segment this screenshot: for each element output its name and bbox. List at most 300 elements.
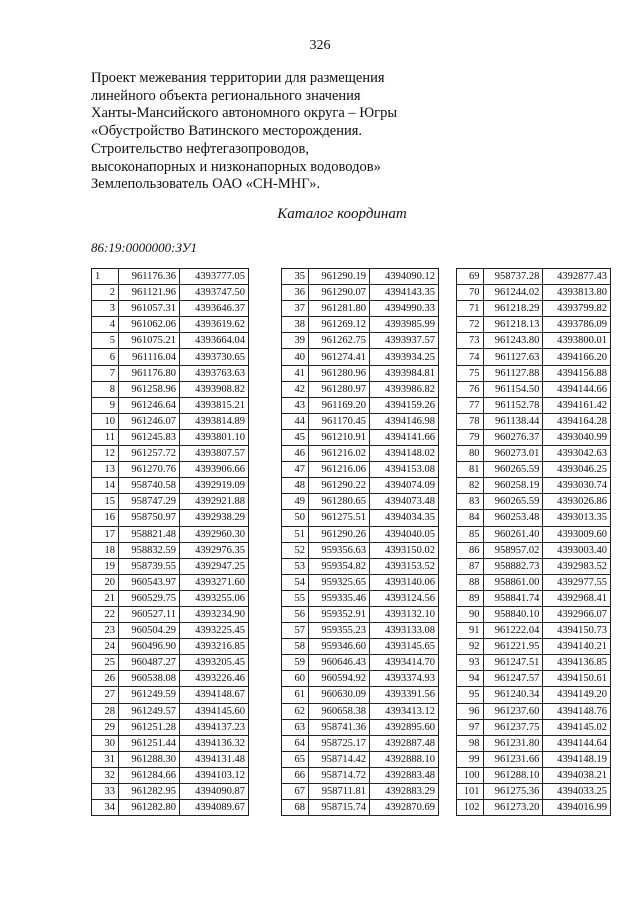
coord-x: 961275.36 <box>483 784 543 800</box>
point-number: 51 <box>282 526 309 542</box>
table-row <box>282 639 439 655</box>
coord-y: 4394161.42 <box>543 397 611 413</box>
point-number: 10 <box>92 413 119 429</box>
coord-x: 961127.63 <box>483 349 543 365</box>
table-row <box>457 462 611 478</box>
table-row <box>92 397 249 413</box>
point-number: 58 <box>282 639 309 655</box>
coord-x: 961210.91 <box>309 429 370 445</box>
coord-y: 4394141.66 <box>370 429 439 445</box>
table-row <box>282 397 439 413</box>
coord-x: 961282.95 <box>119 784 180 800</box>
coord-x: 958711.81 <box>309 784 370 800</box>
point-number: 70 <box>457 285 484 301</box>
coord-y: 4394074.09 <box>370 478 439 494</box>
point-number: 31 <box>92 751 119 767</box>
coord-x: 961273.20 <box>483 800 543 816</box>
table-row <box>282 719 439 735</box>
coord-y: 4393042.63 <box>543 446 611 462</box>
coord-y: 4393985.99 <box>370 317 439 333</box>
table-row <box>92 365 249 381</box>
coord-x: 961057.31 <box>119 301 180 317</box>
coord-x: 961237.60 <box>483 703 543 719</box>
table-row <box>282 590 439 606</box>
coord-x: 958882.73 <box>483 558 543 574</box>
coord-y: 4394089.67 <box>180 800 249 816</box>
table-row <box>92 349 249 365</box>
coord-x: 960527.11 <box>119 606 180 622</box>
coord-y: 4392938.29 <box>180 510 249 526</box>
coord-x: 958725.17 <box>309 735 370 751</box>
coord-x: 959354.82 <box>309 558 370 574</box>
table-row <box>457 800 611 816</box>
coord-x: 958739.55 <box>119 558 180 574</box>
coord-y: 4394148.67 <box>180 687 249 703</box>
coord-y: 4392966.07 <box>543 606 611 622</box>
coord-x: 960594.92 <box>309 671 370 687</box>
coord-x: 958957.02 <box>483 542 543 558</box>
point-number: 4 <box>92 317 119 333</box>
table-row <box>457 719 611 735</box>
coord-x: 961244.02 <box>483 285 543 301</box>
coord-x: 961280.96 <box>309 365 370 381</box>
coord-x: 960265.59 <box>483 462 543 478</box>
table-row <box>457 365 611 381</box>
coord-y: 4394990.33 <box>370 301 439 317</box>
coord-x: 960265.59 <box>483 494 543 510</box>
coord-x: 960273.01 <box>483 446 543 462</box>
coord-x: 961280.65 <box>309 494 370 510</box>
coord-x: 961240.34 <box>483 687 543 703</box>
point-number: 23 <box>92 623 119 639</box>
table-row <box>457 269 611 285</box>
coord-y: 4394038.21 <box>543 767 611 783</box>
coord-x: 960504.29 <box>119 623 180 639</box>
coord-y: 4394145.02 <box>543 719 611 735</box>
coord-y: 4393030.74 <box>543 478 611 494</box>
point-number: 100 <box>457 767 484 783</box>
title-line: Проект межевания территории для размещения <box>91 70 385 86</box>
coord-y: 4394016.99 <box>543 800 611 816</box>
point-number: 91 <box>457 623 484 639</box>
coord-x: 959335.46 <box>309 590 370 606</box>
point-number: 18 <box>92 542 119 558</box>
point-number: 74 <box>457 349 484 365</box>
point-number: 28 <box>92 703 119 719</box>
point-number: 90 <box>457 606 484 622</box>
coord-x: 961282.80 <box>119 800 180 816</box>
point-number: 59 <box>282 655 309 671</box>
table-row <box>92 574 249 590</box>
point-number: 63 <box>282 719 309 735</box>
coord-y: 4394148.19 <box>543 751 611 767</box>
point-number: 11 <box>92 429 119 445</box>
table-row <box>282 542 439 558</box>
coord-x: 961288.10 <box>483 767 543 783</box>
point-number: 12 <box>92 446 119 462</box>
coord-x: 961281.80 <box>309 301 370 317</box>
point-number: 34 <box>92 800 119 816</box>
coord-y: 4394145.60 <box>180 703 249 719</box>
table-row <box>457 429 611 445</box>
table-row <box>457 639 611 655</box>
coord-y: 4394148.76 <box>543 703 611 719</box>
coord-y: 4394166.20 <box>543 349 611 365</box>
coord-x: 961231.66 <box>483 751 543 767</box>
point-number: 7 <box>92 365 119 381</box>
coord-x: 961247.51 <box>483 655 543 671</box>
table-row <box>92 285 249 301</box>
point-number: 81 <box>457 462 484 478</box>
table-row <box>457 381 611 397</box>
point-number: 30 <box>92 735 119 751</box>
coord-y: 4393391.56 <box>370 687 439 703</box>
table-row <box>282 703 439 719</box>
table-row <box>282 574 439 590</box>
point-number: 68 <box>282 800 309 816</box>
coord-y: 4392983.52 <box>543 558 611 574</box>
coord-y: 4394136.85 <box>543 655 611 671</box>
coord-x: 961275.51 <box>309 510 370 526</box>
coord-y: 4394143.35 <box>370 285 439 301</box>
coord-y: 4394090.87 <box>180 784 249 800</box>
coord-x: 958840.10 <box>483 606 543 622</box>
point-number: 8 <box>92 381 119 397</box>
table-row <box>457 542 611 558</box>
coord-y: 4393777.05 <box>180 269 249 285</box>
table-row <box>92 558 249 574</box>
point-number: 98 <box>457 735 484 751</box>
coord-y: 4394103.12 <box>180 767 249 783</box>
coord-y: 4393984.81 <box>370 365 439 381</box>
point-number: 29 <box>92 719 119 735</box>
coord-x: 961216.02 <box>309 446 370 462</box>
coord-y: 4392877.43 <box>543 269 611 285</box>
coord-x: 961116.04 <box>119 349 180 365</box>
point-number: 52 <box>282 542 309 558</box>
coord-x: 961176.36 <box>119 269 180 285</box>
point-number: 6 <box>92 349 119 365</box>
table-row <box>282 623 439 639</box>
table-row <box>92 429 249 445</box>
coord-x: 959325.65 <box>309 574 370 590</box>
table-row <box>457 510 611 526</box>
coord-y: 4393153.52 <box>370 558 439 574</box>
coord-x: 961222.04 <box>483 623 543 639</box>
coord-x: 961218.29 <box>483 301 543 317</box>
table-row <box>92 687 249 703</box>
table-row <box>282 269 439 285</box>
coordinate-table-3 <box>456 268 611 816</box>
table-row <box>457 446 611 462</box>
table-row <box>92 784 249 800</box>
coordinate-table-1 <box>91 268 249 816</box>
coord-y: 4394040.05 <box>370 526 439 542</box>
coord-y: 4394159.26 <box>370 397 439 413</box>
coord-x: 958714.42 <box>309 751 370 767</box>
coord-y: 4394146.98 <box>370 413 439 429</box>
table-row <box>282 413 439 429</box>
coord-x: 958750.97 <box>119 510 180 526</box>
coord-x: 961176.80 <box>119 365 180 381</box>
table-row <box>92 623 249 639</box>
coord-x: 961221.95 <box>483 639 543 655</box>
coord-y: 4393216.85 <box>180 639 249 655</box>
point-number: 69 <box>457 269 484 285</box>
point-number: 5 <box>92 333 119 349</box>
coord-x: 961075.21 <box>119 333 180 349</box>
coord-y: 4392888.10 <box>370 751 439 767</box>
point-number: 85 <box>457 526 484 542</box>
table-row <box>92 478 249 494</box>
table-row <box>457 606 611 622</box>
coord-y: 4392919.09 <box>180 478 249 494</box>
point-number: 37 <box>282 301 309 317</box>
coord-x: 961231.80 <box>483 735 543 751</box>
coordinate-table-2 <box>281 268 439 816</box>
coord-x: 961127.88 <box>483 365 543 381</box>
coord-y: 4393747.50 <box>180 285 249 301</box>
table-row <box>457 590 611 606</box>
coord-x: 961246.07 <box>119 413 180 429</box>
point-number: 39 <box>282 333 309 349</box>
coord-y: 4393150.02 <box>370 542 439 558</box>
table-row <box>282 751 439 767</box>
table-row <box>282 333 439 349</box>
point-number: 92 <box>457 639 484 655</box>
point-number: 41 <box>282 365 309 381</box>
coord-y: 4393730.65 <box>180 349 249 365</box>
title-line: линейного объекта регионального значения <box>91 87 361 104</box>
coord-x: 961246.64 <box>119 397 180 413</box>
table-row <box>92 767 249 783</box>
table-row <box>457 285 611 301</box>
coord-y: 4394140.21 <box>543 639 611 655</box>
table-row <box>282 478 439 494</box>
coord-x: 959352.91 <box>309 606 370 622</box>
coord-x: 960276.37 <box>483 429 543 445</box>
point-number: 54 <box>282 574 309 590</box>
point-number: 83 <box>457 494 484 510</box>
coord-x: 960538.08 <box>119 671 180 687</box>
table-row <box>457 751 611 767</box>
table-row <box>457 687 611 703</box>
table-row <box>457 413 611 429</box>
coord-y: 4393255.06 <box>180 590 249 606</box>
table-row <box>92 413 249 429</box>
point-number: 42 <box>282 381 309 397</box>
point-number: 80 <box>457 446 484 462</box>
point-number: 22 <box>92 606 119 622</box>
point-number: 96 <box>457 703 484 719</box>
point-number: 87 <box>457 558 484 574</box>
coord-x: 960253.48 <box>483 510 543 526</box>
table-row <box>92 655 249 671</box>
document-title <box>91 70 531 194</box>
table-row <box>457 784 611 800</box>
coord-x: 961169.20 <box>309 397 370 413</box>
coord-x: 961258.96 <box>119 381 180 397</box>
point-number: 16 <box>92 510 119 526</box>
coord-y: 4393132.10 <box>370 606 439 622</box>
coord-y: 4392968.41 <box>543 590 611 606</box>
coord-y: 4393124.56 <box>370 590 439 606</box>
table-row <box>282 285 439 301</box>
coord-x: 961218.13 <box>483 317 543 333</box>
point-number: 86 <box>457 542 484 558</box>
table-row <box>92 606 249 622</box>
point-number: 49 <box>282 494 309 510</box>
table-row <box>282 510 439 526</box>
point-number: 61 <box>282 687 309 703</box>
point-number: 73 <box>457 333 484 349</box>
point-number: 21 <box>92 590 119 606</box>
point-number: 78 <box>457 413 484 429</box>
coord-x: 961237.75 <box>483 719 543 735</box>
point-number: 48 <box>282 478 309 494</box>
coord-y: 4393986.82 <box>370 381 439 397</box>
point-number: 50 <box>282 510 309 526</box>
coord-y: 4394137.23 <box>180 719 249 735</box>
coord-y: 4393814.89 <box>180 413 249 429</box>
table-row <box>92 590 249 606</box>
coord-y: 4394149.20 <box>543 687 611 703</box>
point-number: 71 <box>457 301 484 317</box>
point-number: 17 <box>92 526 119 542</box>
coord-y: 4393026.86 <box>543 494 611 510</box>
table-row <box>92 542 249 558</box>
coord-y: 4393140.06 <box>370 574 439 590</box>
point-number: 1 <box>92 269 119 285</box>
point-number: 75 <box>457 365 484 381</box>
coord-x: 958741.36 <box>309 719 370 735</box>
coord-x: 960496.90 <box>119 639 180 655</box>
table-row <box>457 623 611 639</box>
table-row <box>92 671 249 687</box>
coord-x: 958737.28 <box>483 269 543 285</box>
table-row <box>457 494 611 510</box>
table-row <box>457 317 611 333</box>
coord-y: 4394153.08 <box>370 462 439 478</box>
coord-x: 961243.80 <box>483 333 543 349</box>
table-row <box>282 365 439 381</box>
coord-x: 958821.48 <box>119 526 180 542</box>
table-row <box>457 478 611 494</box>
coord-x: 958747.29 <box>119 494 180 510</box>
point-number: 56 <box>282 606 309 622</box>
point-number: 88 <box>457 574 484 590</box>
point-number: 19 <box>92 558 119 574</box>
coord-y: 4393763.63 <box>180 365 249 381</box>
coord-y: 4392976.35 <box>180 542 249 558</box>
coord-y: 4393271.60 <box>180 574 249 590</box>
catalog-heading: Каталог координат <box>277 206 407 222</box>
coord-y: 4393934.25 <box>370 349 439 365</box>
point-number: 13 <box>92 462 119 478</box>
coord-y: 4393619.62 <box>180 317 249 333</box>
coord-y: 4393234.90 <box>180 606 249 622</box>
coord-x: 961290.19 <box>309 269 370 285</box>
coord-y: 4392883.48 <box>370 767 439 783</box>
coord-x: 958715.74 <box>309 800 370 816</box>
coord-y: 4393937.57 <box>370 333 439 349</box>
table-row <box>457 671 611 687</box>
coord-x: 958740.58 <box>119 478 180 494</box>
table-row <box>282 767 439 783</box>
point-number: 77 <box>457 397 484 413</box>
coord-x: 958714.72 <box>309 767 370 783</box>
point-number: 32 <box>92 767 119 783</box>
coord-y: 4394148.02 <box>370 446 439 462</box>
coord-y: 4393133.08 <box>370 623 439 639</box>
table-row <box>282 317 439 333</box>
point-number: 3 <box>92 301 119 317</box>
coord-x: 959356.63 <box>309 542 370 558</box>
point-number: 24 <box>92 639 119 655</box>
point-number: 44 <box>282 413 309 429</box>
coord-y: 4394144.66 <box>543 381 611 397</box>
coord-x: 960543.97 <box>119 574 180 590</box>
coord-y: 4394034.35 <box>370 510 439 526</box>
coord-y: 4392895.60 <box>370 719 439 735</box>
table-row <box>282 446 439 462</box>
table-row <box>92 751 249 767</box>
table-row <box>92 703 249 719</box>
coord-y: 4394073.48 <box>370 494 439 510</box>
table-row <box>282 687 439 703</box>
table-row <box>282 526 439 542</box>
coord-x: 961262.75 <box>309 333 370 349</box>
table-row <box>457 703 611 719</box>
coord-y: 4393003.40 <box>543 542 611 558</box>
point-number: 72 <box>457 317 484 333</box>
coord-y: 4394156.88 <box>543 365 611 381</box>
coord-x: 961284.66 <box>119 767 180 783</box>
coord-y: 4392870.69 <box>370 800 439 816</box>
table-row <box>282 462 439 478</box>
table-row <box>92 526 249 542</box>
point-number: 9 <box>92 397 119 413</box>
coord-y: 4394150.73 <box>543 623 611 639</box>
table-row <box>92 639 249 655</box>
coord-y: 4393801.10 <box>180 429 249 445</box>
point-number: 64 <box>282 735 309 751</box>
table-row <box>282 381 439 397</box>
point-number: 93 <box>457 655 484 671</box>
point-number: 66 <box>282 767 309 783</box>
table-row <box>457 735 611 751</box>
coord-x: 961257.72 <box>119 446 180 462</box>
coord-y: 4393908.82 <box>180 381 249 397</box>
point-number: 15 <box>92 494 119 510</box>
coord-y: 4393040.99 <box>543 429 611 445</box>
title-line: «Обустройство Ватинского месторождения. <box>91 123 363 140</box>
coord-y: 4394150.61 <box>543 671 611 687</box>
page-number: 326 <box>309 38 331 53</box>
table-row <box>282 494 439 510</box>
point-number: 76 <box>457 381 484 397</box>
point-number: 97 <box>457 719 484 735</box>
coord-y: 4392921.88 <box>180 494 249 510</box>
point-number: 57 <box>282 623 309 639</box>
point-number: 43 <box>282 397 309 413</box>
table-row <box>457 574 611 590</box>
table-row <box>457 333 611 349</box>
point-number: 84 <box>457 510 484 526</box>
table-row <box>92 510 249 526</box>
coord-y: 4393906.66 <box>180 462 249 478</box>
coord-y: 4393786.09 <box>543 317 611 333</box>
